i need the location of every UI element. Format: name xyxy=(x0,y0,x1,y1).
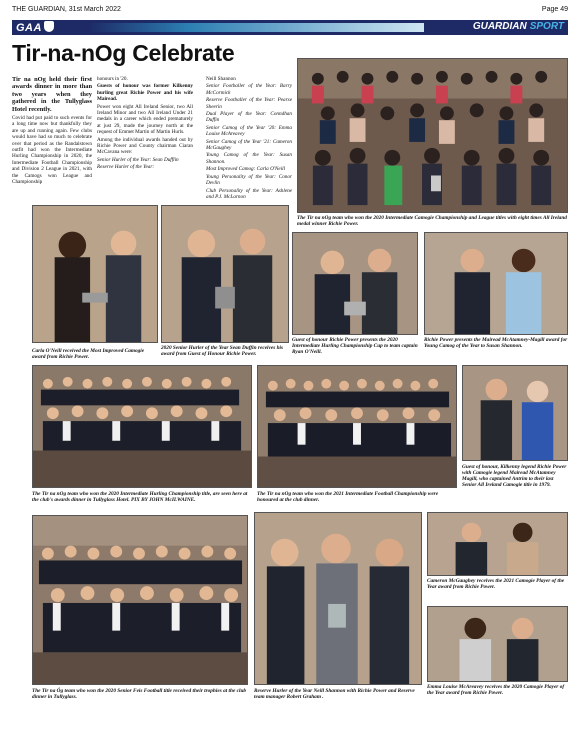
award-line: Neill Shannon xyxy=(206,76,236,82)
crest-icon xyxy=(44,21,54,32)
award-line: Dual Player of the Year: Conndhan Duffin xyxy=(206,111,292,124)
photo-caption: Carla O'Neill received the Most Improved Camogie award from Richie Power. xyxy=(32,348,145,361)
photo-young-camog xyxy=(424,232,568,335)
group-photo xyxy=(258,366,456,487)
photo-caption: Reserve Hurler of the Year Neill Shannon with Richie Power and Reserve team manager Robert Graham . xyxy=(254,688,415,701)
article-paragraph: Among the individual awards handed out by Richie Power and County chairman Ciaran McCavana were: xyxy=(97,136,193,156)
photo-feis-team xyxy=(32,515,248,685)
award-line: Young Personality of the Year: Conor Devlin xyxy=(206,173,292,187)
photo-caption: 2020 Senior Hurler of the Year Sean Duffin receives his award from Guest of Honour Richie Power. xyxy=(161,345,284,358)
article-column-3 xyxy=(206,76,292,201)
brand-name: GUARDIAN xyxy=(472,21,527,32)
photo-caption: Emma Louise McAreavey receives the 2020 Camogie Player of the Year award from Richie Power. xyxy=(427,684,565,697)
portrait-photo xyxy=(428,513,567,575)
brand-section: SPORT xyxy=(529,21,564,32)
award-line: Reserve Footballer of the Year: Pearse Sheerin xyxy=(206,97,292,110)
photo-caption: Cameron McGaughey receives the 2021 Camogie Player of the Year award from Richie Power. xyxy=(427,578,565,591)
page-header xyxy=(12,6,568,18)
photo-caption: Guest of honour, Kilkenny legend Richie Power with Camogie legend Mairead McAtamney Magill, who captained Antrim to their last Senior All Ireland Camogie title in 1979. xyxy=(462,464,567,489)
photo-hurling-cup xyxy=(292,232,418,335)
portrait-photo xyxy=(255,513,421,684)
article-paragraph: Power won eight All Ireland Senior, two All Ireland Minor and two All Ireland Under 21 medals in a career which ended prematurely at just 29, made the journey north at the request of Emmet Martin of Martin Hurls. xyxy=(97,103,193,136)
award-line: Senior Hurler of the Year: Sean Dufflin xyxy=(97,156,179,163)
article-paragraph: Guests of honour was former Kilkenny hurling great Richie Power and his wife Mairead. xyxy=(97,83,193,103)
portrait-photo xyxy=(463,366,567,460)
photo-caption: Richie Power presents the Mairead McAtamney-Magill award for Young Camog of the Year to Susan Shannon. xyxy=(424,337,568,350)
article-column-1 xyxy=(12,76,92,187)
award-line: Senior Footballer of the Year: Barry McCormick xyxy=(206,83,292,96)
award-line: Young Camog of the Year: Susan Shannon. xyxy=(206,152,292,165)
brand-logo xyxy=(473,21,564,32)
award-line: Club Personality of the Year: Ashlene and P.J. McLarnon xyxy=(206,187,292,200)
award-line: Senior Camog of the Year '21: Cameron McGaughey xyxy=(206,138,292,152)
photo-caption: Guest of honour Richie Power presents the 2020 Intermediate Hurling Championship Cup to team captain Ryan O'Neill. xyxy=(292,337,418,356)
group-photo xyxy=(33,516,247,684)
photo-caption: The Tir na nOg team who won the 2021 Intermediate Football Championship were honoured at the club dinner. xyxy=(257,491,439,504)
photo-guests-of-honour xyxy=(462,365,568,461)
portrait-photo xyxy=(293,233,417,334)
article-paragraph: Covid had put paid to such events for a long time now but thankfully they are up and running again. Few clubs would have had so much to celebrate over that period as the Randalstown outfit had won the Intermediate Hurling Championship in 2020, the Intermediate Football Championship and Division 2 League in 2021, with the Camogs won League and Championship xyxy=(12,115,92,186)
award-line: Reserve Hurler of the Year: xyxy=(97,164,155,171)
photo-camogie-player-20 xyxy=(427,606,568,682)
group-photo xyxy=(298,59,567,212)
photo-caption: The Tir na nOg team who won the 2020 Intermediate Hurling Championship title, are seen here at the club's awards dinner in Tullyglass Hotel. PIX BY JOHN McILWAINE. xyxy=(32,491,248,504)
portrait-photo xyxy=(425,233,567,334)
photo-hurling-team xyxy=(32,365,252,488)
photo-camogie-player-21 xyxy=(427,512,568,576)
photo-most-improved xyxy=(32,205,158,343)
group-photo xyxy=(33,366,251,487)
portrait-photo xyxy=(162,206,288,342)
section-banner xyxy=(12,20,568,35)
banner-stripe xyxy=(88,23,424,32)
photo-caption: The Tir na nOg team who won the 2020 Intermediate Camogie Championship and League titles with eight times All Ireland medal winner Richie Power. xyxy=(297,215,567,228)
photo-reserve-hurler xyxy=(254,512,422,685)
page-number: Page 49 xyxy=(541,6,568,13)
article-paragraph: honours in '20. xyxy=(97,76,128,82)
gaa-logo: GAA xyxy=(16,21,54,34)
award-line: Most Improved Camog: Carla O'Neill xyxy=(206,166,286,173)
article-headline: Tir-na-nOg Celebrate xyxy=(12,40,235,66)
portrait-photo xyxy=(428,607,567,681)
photo-football-team xyxy=(257,365,457,488)
photo-camogie-team xyxy=(297,58,568,213)
article-lead: Tir na nOg held their first awards dinner in more than two years when they gathered in the Tullyglass Hotel recently. xyxy=(12,76,92,113)
award-line: Senior Camog of the Year '20: Emma Louise McAreavey xyxy=(206,124,292,138)
article-column-2 xyxy=(97,76,193,172)
photo-senior-hurler xyxy=(161,205,289,343)
date-line: THE GUARDIAN, 31st March 2022 xyxy=(12,6,121,13)
photo-caption: The Tir na Óg team who won the 2020 Senior Feis Football title received their trophies at the club dinner in Tullyglass. xyxy=(32,688,247,701)
portrait-photo xyxy=(33,206,157,342)
